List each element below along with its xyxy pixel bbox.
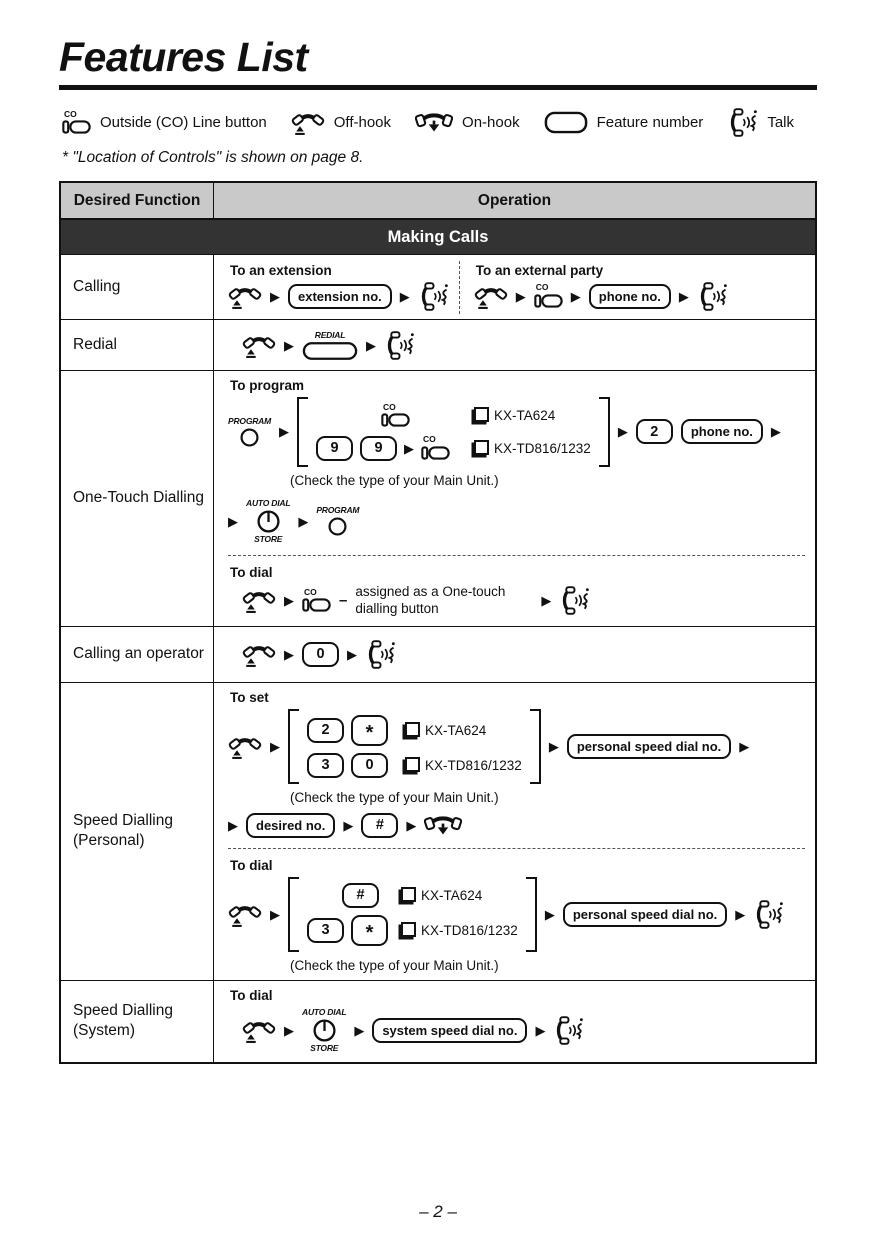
check-note: (Check the type of your Main Unit.) (290, 957, 499, 973)
legend (62, 108, 876, 137)
row-speed-dialling-personal (61, 682, 815, 980)
choice-bracket (288, 877, 537, 952)
model-option (401, 757, 522, 774)
model-label: KX-TD816/1232 (421, 922, 518, 938)
key-hash: # (361, 813, 398, 838)
talk-icon (365, 640, 396, 669)
legend-talk (727, 108, 794, 137)
arrow-right-icon: ▶ (270, 738, 280, 754)
arrow-right-icon: ▶ (284, 1022, 294, 1038)
off-hook-icon (242, 587, 276, 614)
bracket-left (297, 397, 308, 467)
off-hook-icon (474, 283, 508, 310)
co-label: CO (64, 108, 77, 119)
checkbox-icon (405, 757, 420, 772)
arrow-right-icon: ▶ (284, 646, 294, 662)
key-9: 9 (360, 436, 397, 461)
legend-co-line-label: Outside (CO) Line button (100, 114, 267, 132)
legend-off-hook-label: Off-hook (333, 114, 392, 132)
arrow-right-icon: ▶ (404, 440, 414, 456)
arrow-right-icon: ▶ (570, 288, 581, 304)
value-box-phone-no: phone no. (681, 419, 763, 444)
arrow-right-icon: ▶ (548, 738, 559, 754)
legend-on-hook-label: On-hook (462, 114, 520, 132)
co-line-button-icon: CO (421, 435, 450, 460)
model-option (470, 440, 591, 457)
auto-dial-store-button-icon: AUTO DIAL STORE (246, 497, 291, 544)
key-3: 3 (307, 918, 344, 943)
sub-heading: To dial (230, 987, 273, 1003)
on-hook-icon (424, 813, 462, 838)
bracket-right (526, 877, 537, 952)
function-label: Speed Dialling (System) (61, 981, 214, 1062)
auto-dial-store-button-icon: AUTO DIAL STORE (302, 1006, 347, 1053)
off-hook-icon (242, 1017, 276, 1044)
checkbox-icon (401, 887, 416, 902)
key-3: 3 (307, 753, 344, 778)
sub-heading: To dial (230, 564, 273, 580)
check-note: (Check the type of your Main Unit.) (290, 789, 499, 805)
dashed-divider (228, 555, 805, 556)
key-2: 2 (307, 718, 344, 743)
sub-heading: To set (230, 689, 269, 705)
function-label: Calling an operator (61, 627, 214, 682)
arrow-right-icon: ▶ (270, 288, 280, 304)
key-star: * (351, 715, 388, 746)
row-redial (61, 319, 815, 370)
row-one-touch-dialling (61, 370, 815, 626)
arrow-right-icon: ▶ (298, 513, 309, 529)
sub-heading: To dial (230, 857, 273, 873)
legend-feature-number (544, 111, 704, 134)
key-0: 0 (302, 642, 339, 667)
talk-icon (553, 1016, 584, 1045)
arrow-right-icon: ▶ (399, 288, 410, 304)
legend-off-hook (291, 109, 391, 136)
arrow-right-icon: ▶ (284, 593, 294, 609)
sub-heading: To an extension (230, 262, 332, 278)
key-9: 9 (316, 436, 353, 461)
off-hook-icon (228, 733, 262, 760)
function-label: Calling (61, 255, 214, 319)
row-calling-an-operator (61, 626, 815, 682)
bracket-left (288, 877, 299, 952)
function-label: One-Touch Dialling (61, 371, 214, 626)
sub-heading: To an external party (475, 262, 604, 278)
page-number: – 2 – (419, 1201, 457, 1221)
model-label: KX-TA624 (425, 722, 487, 738)
co-line-button-icon: CO (302, 588, 331, 613)
talk-icon (753, 900, 784, 929)
legend-co-line (62, 110, 267, 135)
co-line-button-icon: CO (534, 283, 563, 308)
program-button-icon: PROGRAM (316, 505, 359, 537)
checkbox-icon (401, 922, 416, 937)
redial-button-icon: REDIAL (302, 330, 358, 361)
arrow-right-icon: ▶ (270, 906, 280, 922)
arrow-right-icon: ▶ (541, 593, 552, 609)
assigned-note: assigned as a One-touch dialling button (355, 583, 506, 616)
key-0: 0 (351, 753, 388, 778)
model-label: KX-TD816/1232 (425, 757, 522, 773)
model-option (470, 407, 591, 424)
header-operation: Operation (477, 191, 552, 209)
choice-bracket (297, 397, 610, 467)
model-label: KX-TA624 (494, 408, 556, 424)
co-line-button-icon (62, 110, 91, 135)
title-underline (59, 85, 817, 90)
arrow-right-icon: ▶ (406, 817, 417, 833)
arrow-right-icon: ▶ (228, 513, 238, 529)
arrow-right-icon: ▶ (678, 288, 689, 304)
co-line-button-icon: CO (381, 403, 410, 428)
model-option (397, 887, 518, 904)
arrow-right-icon: ▶ (739, 738, 750, 754)
choice-bracket (288, 709, 541, 784)
row-speed-dialling-system (61, 980, 815, 1062)
value-box-personal-speed-dial-no: personal speed dial no. (567, 734, 731, 759)
on-hook-icon (415, 110, 453, 135)
program-button-icon: PROGRAM (228, 416, 271, 448)
model-option (401, 722, 522, 739)
arrow-right-icon: ▶ (617, 424, 628, 440)
off-hook-icon (228, 283, 262, 310)
talk-icon (559, 586, 590, 615)
bracket-left (288, 709, 299, 784)
talk-icon (697, 282, 728, 311)
value-box-personal-speed-dial-no: personal speed dial no. (563, 902, 727, 927)
arrow-right-icon: ▶ (354, 1022, 365, 1038)
off-hook-icon (242, 332, 276, 359)
checkbox-icon (474, 440, 489, 455)
sub-heading: To program (230, 378, 304, 394)
legend-talk-label: Talk (767, 114, 794, 132)
off-hook-icon (228, 901, 262, 928)
footnote: * "Location of Controls" is shown on page 8. (62, 149, 364, 167)
function-label: Redial (61, 320, 214, 370)
talk-icon (418, 282, 449, 311)
arrow-right-icon: ▶ (279, 424, 289, 440)
arrow-right-icon: ▶ (515, 288, 526, 304)
check-note: (Check the type of your Main Unit.) (290, 472, 499, 488)
checkbox-icon (405, 722, 420, 737)
key-2: 2 (636, 419, 673, 444)
model-option (397, 922, 518, 939)
function-label: Speed Dialling (Personal) (61, 683, 214, 980)
vertical-divider (459, 261, 460, 314)
table-header (61, 183, 815, 220)
page-title: Features List (59, 34, 308, 80)
checkbox-icon (474, 407, 489, 422)
arrow-right-icon: ▶ (366, 337, 376, 353)
talk-icon (727, 108, 758, 137)
value-box-extension-no: extension no. (288, 284, 392, 309)
key-hash: # (342, 883, 379, 908)
row-calling (61, 254, 815, 319)
arrow-right-icon: ▶ (535, 1022, 546, 1038)
value-box-desired-no: desired no. (246, 813, 335, 838)
model-label: KX-TA624 (421, 887, 483, 903)
section-making-calls: Making Calls (61, 220, 815, 254)
arrow-right-icon: ▶ (735, 906, 746, 922)
legend-on-hook (415, 110, 520, 135)
arrow-right-icon: ▶ (544, 906, 555, 922)
arrow-right-icon: ▶ (284, 337, 294, 353)
value-box-system-speed-dial-no: system speed dial no. (372, 1018, 527, 1043)
header-desired-function: Desired Function (61, 183, 214, 218)
arrow-right-icon: ▶ (770, 424, 781, 440)
off-hook-icon (242, 641, 276, 668)
model-label: KX-TD816/1232 (494, 440, 591, 456)
legend-feature-number-label: Feature number (596, 114, 704, 132)
talk-icon (384, 331, 415, 360)
bracket-right (530, 709, 541, 784)
arrow-right-icon: ▶ (347, 646, 357, 662)
feature-number-box-icon (544, 111, 588, 134)
dash-icon: – (339, 592, 348, 610)
arrow-right-icon: ▶ (343, 817, 354, 833)
dashed-divider (228, 848, 805, 849)
bracket-right (599, 397, 610, 467)
arrow-right-icon: ▶ (228, 817, 238, 833)
value-box-phone-no: phone no. (589, 284, 671, 309)
features-table (59, 181, 817, 1064)
key-star: * (351, 915, 388, 946)
off-hook-icon (291, 109, 325, 136)
